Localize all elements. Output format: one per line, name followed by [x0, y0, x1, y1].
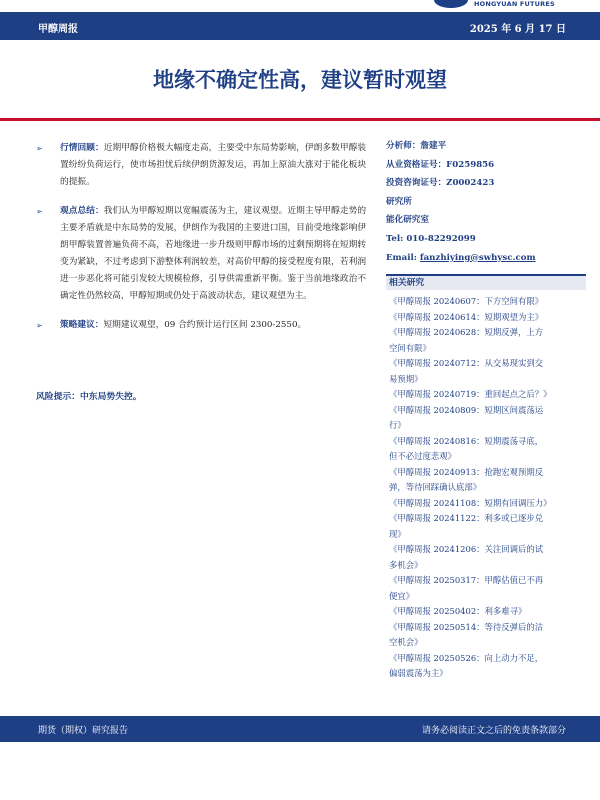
analyst-name-row: 分析师：詹建平 [386, 141, 447, 151]
invest-cert-row: 投资咨询证号：Z0002423 [386, 178, 495, 189]
related-item: 空机会》 [389, 637, 423, 647]
email-link[interactable]: fanzhiying@swhysc.com [419, 252, 536, 263]
bullet-arrow-icon: ➢ [36, 144, 43, 153]
related-item: 《甲醇周报 20250526：向上动力不足， [389, 652, 544, 663]
related-item: 《甲醇周报 20240913：抢跑宏观预期反 [389, 466, 544, 477]
footer-bar [0, 716, 600, 742]
cert-row: 从业资格证号：F0259856 [386, 159, 495, 170]
footer-right: 请务必阅读正文之后的免责条款部分 [421, 726, 566, 736]
related-item: 弹，等待回踩确认底部》 [389, 482, 482, 492]
tel-number: 010-82292099 [406, 233, 476, 244]
related-header: 相关研究 [386, 274, 586, 290]
header-bar [0, 12, 600, 40]
related-item: 多机会》 [389, 559, 423, 570]
institute: 研究所 [386, 196, 412, 207]
logo-swoosh-icon [434, 0, 468, 8]
bullet-arrow-icon: ➢ [36, 207, 43, 216]
main-content [36, 140, 366, 346]
logo-text: HONGYUAN FUTURES [474, 0, 555, 8]
related-item: 《甲醇周报 20250317：甲醇估值已不再 [389, 575, 544, 585]
related-item: 便宜》 [389, 590, 415, 601]
invest-cert-number: Z0002423 [446, 178, 495, 189]
bullet-label: 行情回顾： [60, 143, 104, 153]
related-item: 《甲醇周报 20240614：短期观望为主》 [389, 311, 544, 322]
related-item: 易预期》 [389, 373, 423, 384]
related-item: 《甲醇周报 20241122：利多或已逐步兑 [389, 513, 544, 523]
report-date: 2025 年 6 月 17 日 [469, 24, 566, 35]
related-item: 《甲醇周报 20240719：重回起点之后？》 [389, 389, 552, 399]
risk-text: 中东局势失控。 [80, 392, 142, 402]
related-item: 空间有限》 [389, 342, 431, 353]
related-item: 《甲醇周报 20240816：短期震荡寻底， [389, 435, 544, 446]
email-row: Email: fanzhiying@swhysc.com [386, 252, 536, 263]
team: 能化研究室 [386, 215, 429, 226]
related-item: 现》 [389, 528, 406, 539]
analyst-info [386, 137, 586, 267]
footer-left: 期货（期权）研究报告 [38, 726, 129, 736]
related-item: 《甲醇周报 20250514：等待反弹后的沽 [389, 621, 544, 632]
company-logo [416, 0, 586, 12]
risk-label: 风险提示： [36, 392, 80, 402]
related-item: 《甲醇周报 20240712：从交易现实到交 [389, 358, 544, 368]
related-item: 《甲醇周报 20241206：关注回调后的试 [389, 544, 544, 554]
related-item: 但不必过度悲观》 [389, 451, 456, 461]
tel-row: Tel: 010-82292099 [386, 233, 476, 244]
view-summary [36, 203, 366, 305]
bullet-label: 观点总结： [60, 206, 104, 216]
cert-number: F0259856 [446, 159, 495, 170]
risk-warning [36, 390, 142, 404]
bullet-text: 我们认为甲醇短期以宽幅震荡为主，建议观望。近期主导甲醇走势的主要矛盾就是中东局势的发展，伊朗作为我国的主要进口国，目前受地缘影响伊朗甲醇装置普遍负荷不高，若地缘进一步升级则甲醇市场的过剩预期将在短期转变为紧缺，不过考虑到下游整体利润较差，对高价甲醇的接受程度有限，若利润进一步恶化将可能引发较大规模检修，引导供需重新平衡。鉴于当前地缘政治不确定性仍然较高，甲醇短期或仍处于高波动状态，建议观望为主。 [60, 206, 367, 301]
page-title: 地缘不确定性高，建议暂时观望 [153, 68, 447, 92]
related-item: 行》 [389, 420, 406, 430]
related-item: 《甲醇周报 20241108：短期有回调压力》 [389, 497, 552, 508]
bullet-label: 策略建议： [60, 320, 104, 330]
report-type: 甲醇周报 [38, 24, 78, 35]
bullet-text: 短期建议观望，09 合约预计运行区间 2300-2550。 [103, 320, 307, 330]
related-list [386, 290, 586, 682]
related-research [386, 274, 586, 682]
bullet-arrow-icon: ➢ [36, 321, 43, 330]
related-item: 《甲醇周报 20240607：下方空间有限》 [389, 296, 544, 306]
analyst-name: 詹建平 [420, 141, 447, 151]
related-item: 《甲醇周报 20240809：短期区间震荡运 [389, 404, 544, 415]
strategy-advice [36, 317, 366, 334]
title-divider [0, 118, 600, 121]
market-review [36, 140, 366, 191]
related-item: 《甲醇周报 20240628：短期反弹，上方 [389, 327, 544, 337]
related-item: 《甲醇周报 20250402：利多难寻》 [389, 606, 527, 616]
bullet-text: 近期甲醇价格极大幅度走高，主要受中东局势影响，伊朗多数甲醇装置纷纷负荷运行，使市场担忧后续伊朗货源发运，再加上原油大涨对于能化板块的提振。 [60, 143, 367, 187]
related-item: 偏弱震荡为主》 [389, 668, 448, 678]
